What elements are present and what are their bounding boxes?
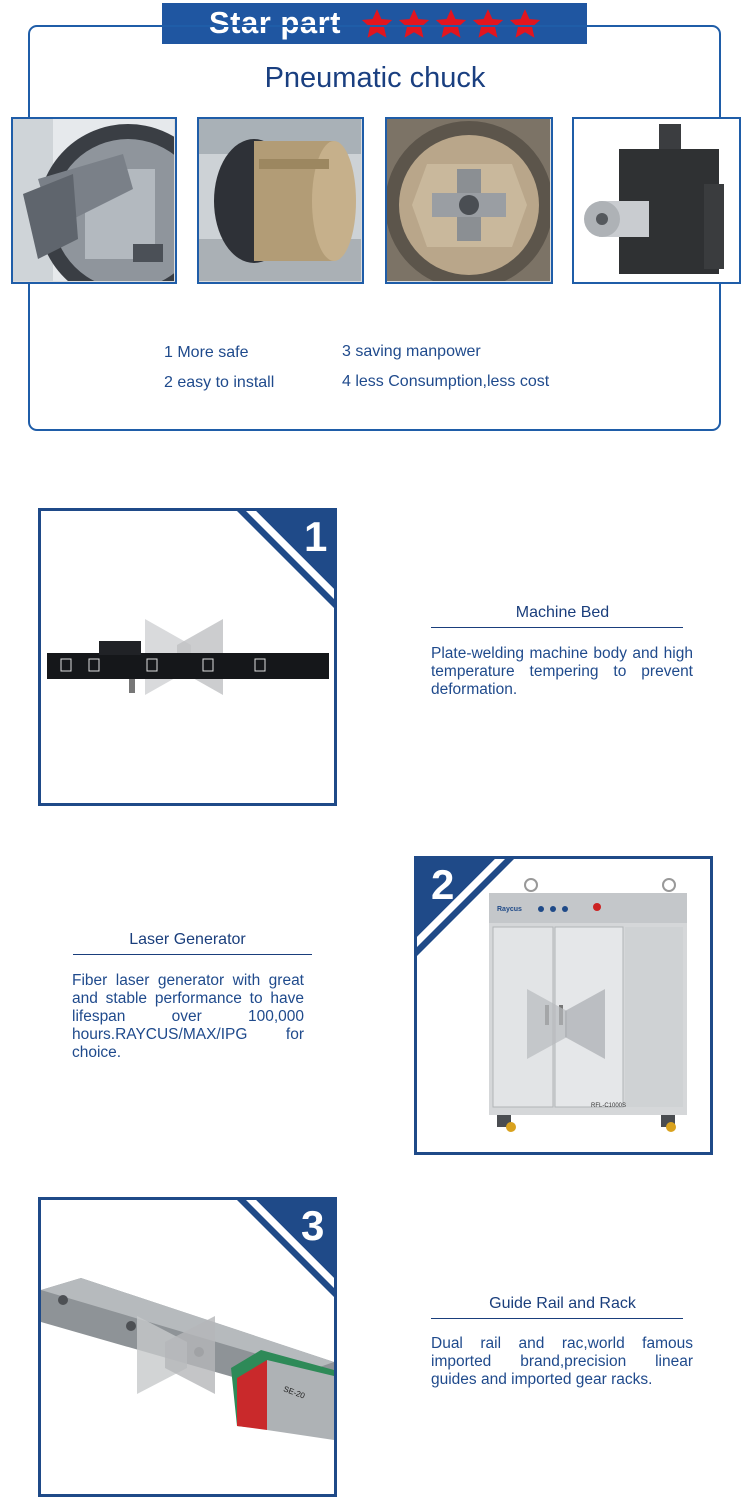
step-number-3: 3 <box>301 1202 325 1249</box>
chuck-rendering-photo <box>572 117 741 284</box>
step-number-1: 1 <box>304 513 328 560</box>
title-underline <box>431 627 683 628</box>
guide-rail-title: Guide Rail and Rack <box>489 1295 636 1312</box>
title-underline <box>73 954 312 955</box>
guide-rail-description: Dual rail and rac,world famous imported brand,precision linear guides and imported gear racks. <box>431 1335 693 1388</box>
banner-title: Star part <box>209 5 341 40</box>
laser-model-label: RFL-C1000S <box>591 1103 627 1109</box>
laser-generator-title: Laser Generator <box>129 931 246 948</box>
chuck-cylinder-photo <box>197 117 364 284</box>
step-number-2: 2 <box>431 861 455 908</box>
feature-item: 1 More safe <box>164 344 249 361</box>
rail-label: SE-20 <box>282 1384 307 1401</box>
feature-item: 3 saving manpower <box>342 343 481 360</box>
machine-bed-image <box>38 508 337 806</box>
laser-generator-description: Fiber laser generator with great and stable performance to have lifespan over 100,000 hours.RAYCUS/MAX/IPG for choice. <box>72 972 304 1061</box>
title-underline <box>431 1318 683 1319</box>
feature-item: 4 less Consumption,less cost <box>342 373 550 390</box>
guide-rail-image <box>38 1197 337 1497</box>
machine-bed-description: Plate-welding machine body and high temperature tempering to prevent deformation. <box>431 645 693 698</box>
laser-brand-label: Raycus <box>497 906 522 913</box>
chuck-front-photo <box>385 117 553 284</box>
laser-generator-image <box>414 856 713 1155</box>
feature-item: 2 easy to install <box>164 374 275 391</box>
chuck-jaws-photo <box>11 117 177 284</box>
machine-bed-title: Machine Bed <box>515 604 610 621</box>
pneumatic-chuck-title: Pneumatic chuck <box>264 62 486 94</box>
